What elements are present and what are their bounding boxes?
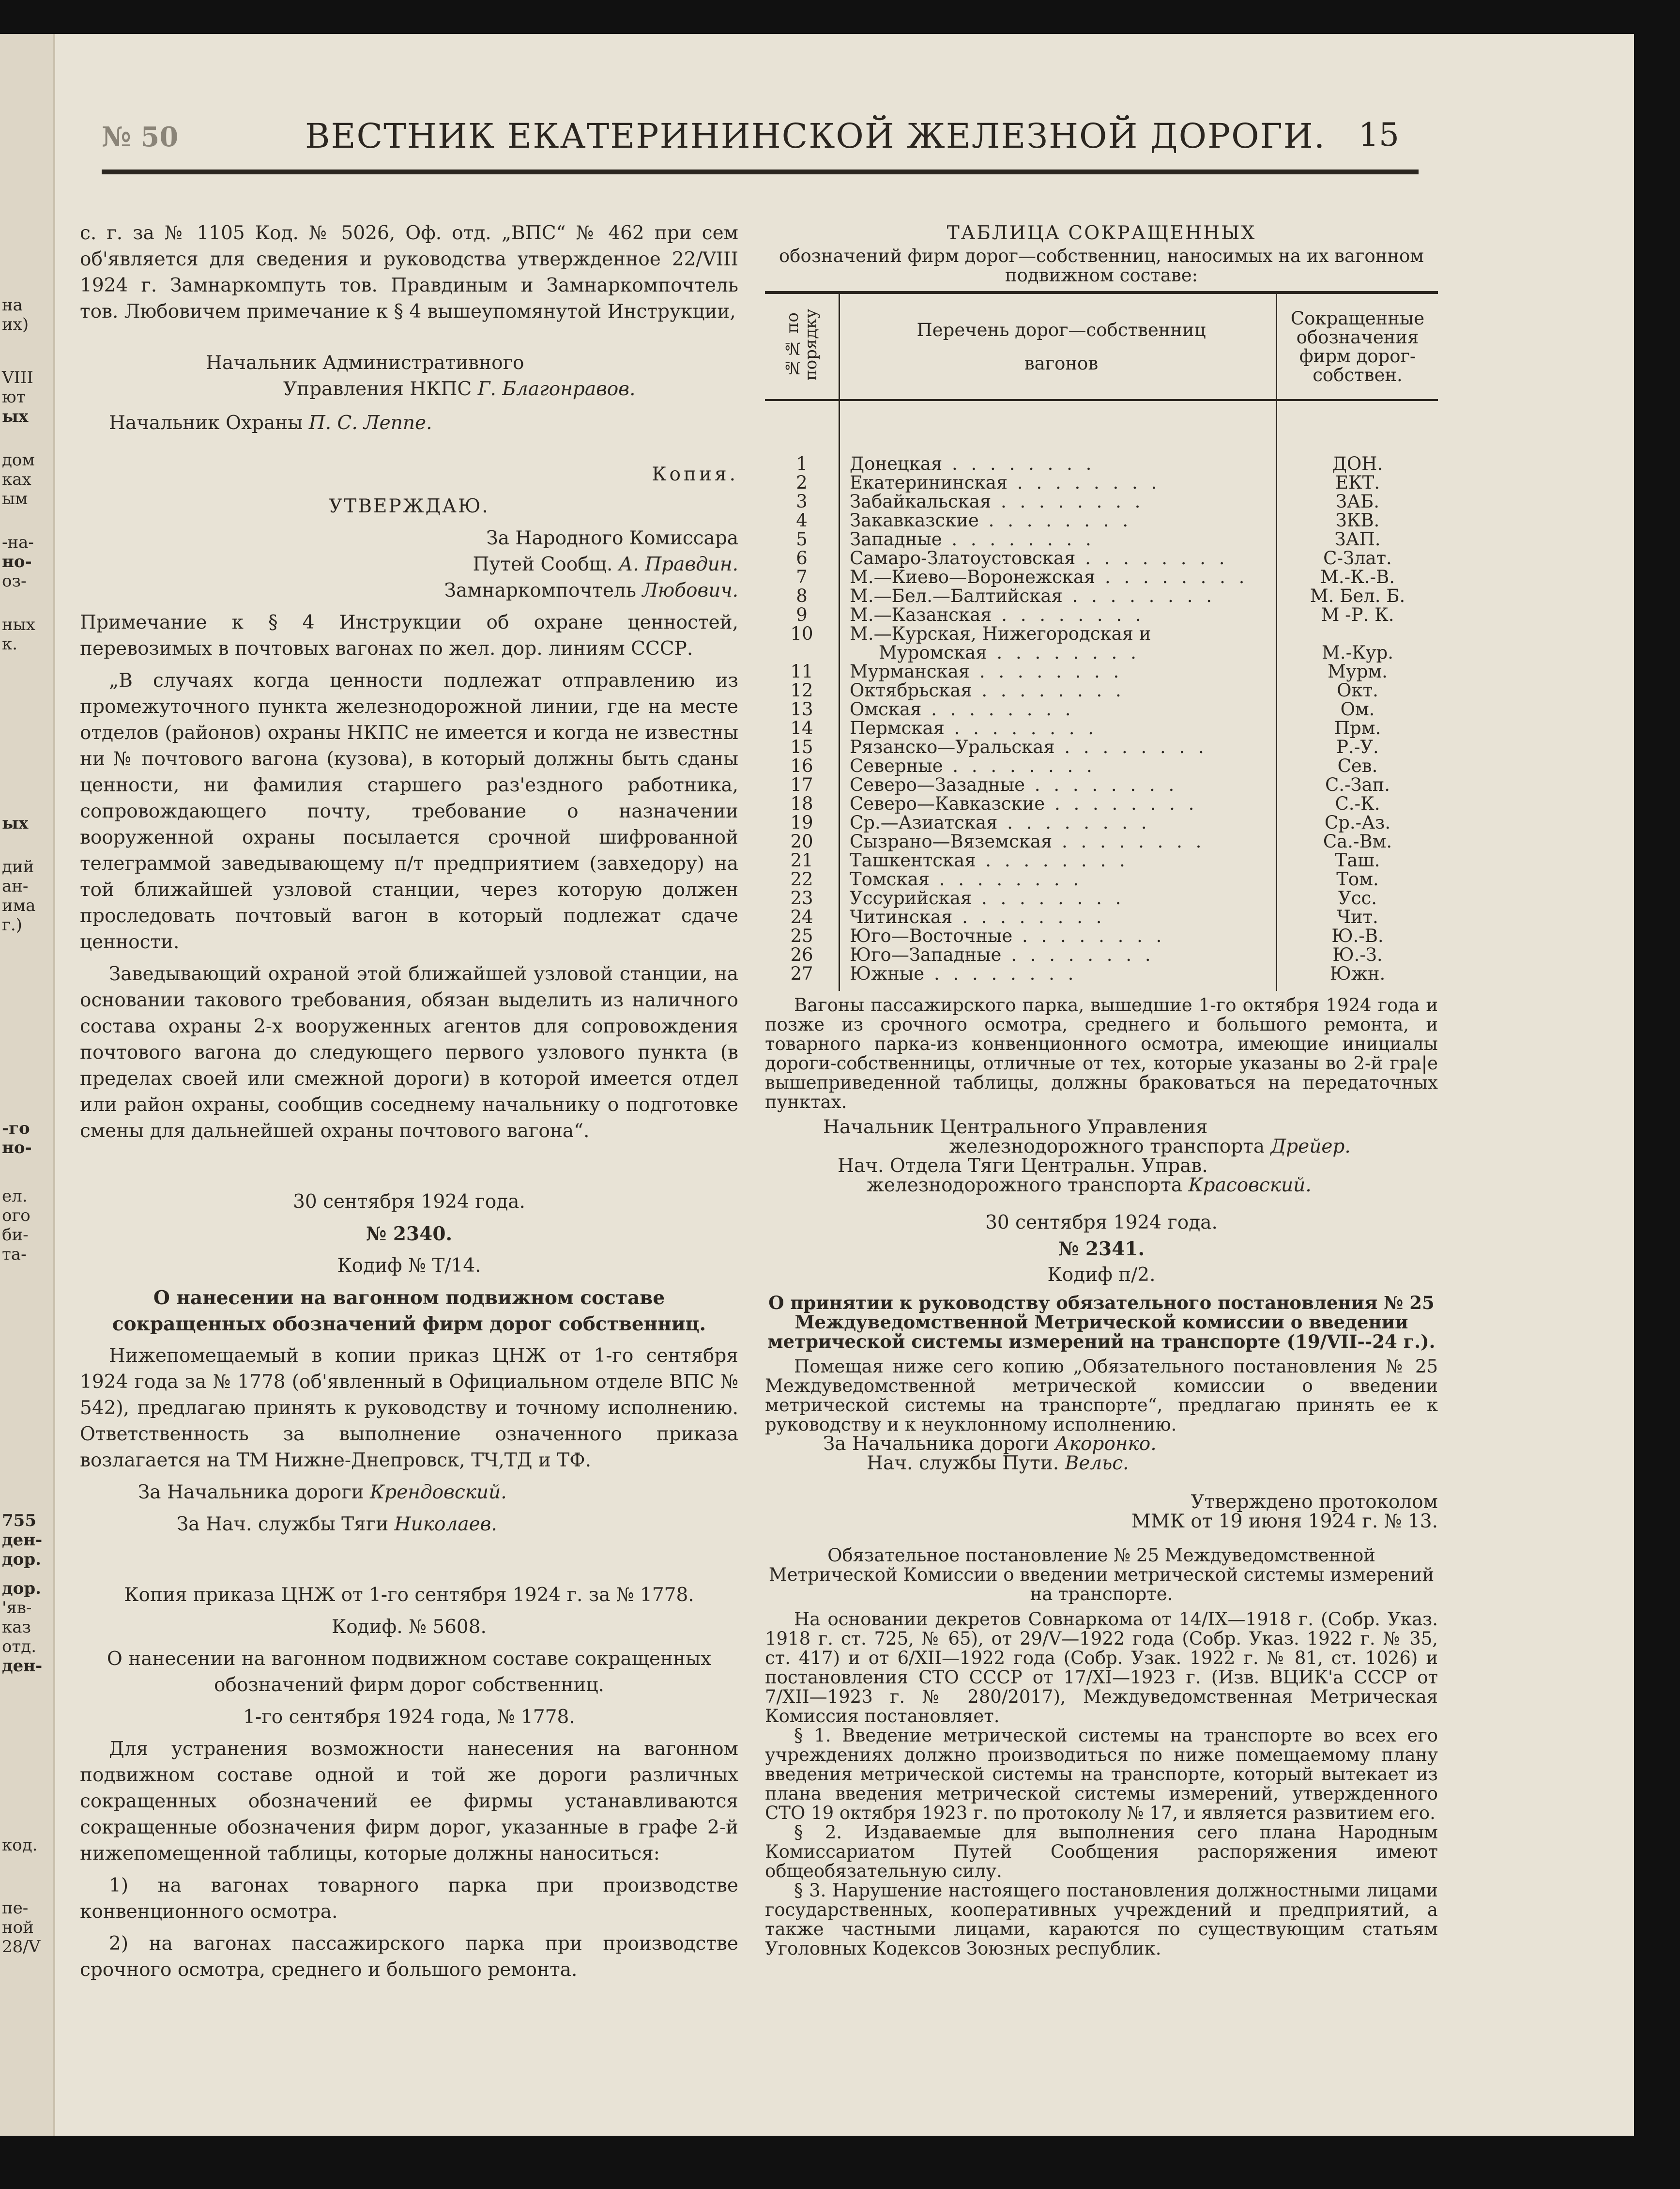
table-row bbox=[765, 945, 1438, 964]
signature-role: Нач. Отдела Тяги Центральн. Управ. bbox=[838, 1155, 1208, 1177]
margin-fragment: -на- bbox=[2, 533, 34, 552]
margin-fragment: их) bbox=[2, 315, 29, 334]
row-number: 4 bbox=[765, 511, 840, 530]
dot-leader: . . . . . . . . bbox=[972, 888, 1125, 909]
margin-fragment: ого bbox=[2, 1206, 31, 1225]
dot-leader: . . . . . . . . bbox=[942, 529, 1095, 550]
order-date: 30 сентября 1924 года. bbox=[985, 1212, 1218, 1233]
row-number: 16 bbox=[765, 756, 840, 775]
road-name: М.—Киево—Воронежская . . . . . . . . bbox=[840, 568, 1277, 586]
road-name: Омская . . . . . . . . bbox=[840, 700, 1277, 719]
table-row bbox=[765, 813, 1438, 832]
row-number: 11 bbox=[765, 662, 840, 681]
dot-leader: . . . . . . . . bbox=[978, 510, 1132, 531]
page-number: 15 bbox=[1359, 116, 1399, 154]
margin-fragment: г.) bbox=[2, 915, 22, 935]
signature-line: железнодорожного транспорта Дрейер. bbox=[949, 1136, 1351, 1157]
table-row bbox=[765, 624, 1438, 643]
codification: Кодиф № Т/14. bbox=[337, 1255, 481, 1277]
copy-label: Копия. bbox=[652, 463, 738, 485]
row-number: 13 bbox=[765, 700, 840, 719]
road-abbreviation: С-Злат. bbox=[1323, 548, 1392, 569]
dot-leader: . . . . . . . . bbox=[1054, 737, 1208, 757]
dot-leader: . . . . . . . . bbox=[1012, 925, 1166, 946]
road-name: Мурманская . . . . . . . . bbox=[840, 662, 1277, 681]
row-number: 12 bbox=[765, 681, 840, 700]
body-paragraph: Для устранения возможности нанесения на вагонном подвижном составе одной и той же дороги различных сокращенных обозначений ее фирмы устанавливаются сокращенные обозначения фирм дорог, указанные в графе 2-й нижепомещенной таблицы, которые должны наноситься: bbox=[80, 1738, 738, 1865]
margin-fragment: ых bbox=[2, 814, 29, 833]
codification: Кодиф. № 5608. bbox=[332, 1616, 487, 1638]
margin-fragment: ым bbox=[2, 489, 28, 509]
dot-leader: . . . . . . . . bbox=[943, 755, 1096, 776]
newspaper-title: ВЕСТНИК ЕКАТЕРИНИНСКОЙ ЖЕЛЕЗНОЙ ДОРОГИ. bbox=[305, 116, 1326, 156]
previous-page-edge bbox=[0, 34, 55, 2136]
road-abbreviation: Том. bbox=[1336, 869, 1379, 890]
table-row bbox=[765, 662, 1438, 681]
row-number: 15 bbox=[765, 738, 840, 756]
copy-title: Копия приказа ЦНЖ от 1-го сентября 1924 г. за № 1778. bbox=[124, 1584, 694, 1606]
margin-fragment: VIII bbox=[2, 368, 33, 387]
signature-line: Управления НКПС Г. Благонравов. bbox=[283, 378, 636, 400]
list-item: 1) на вагонах товарного парка при производстве конвенционного осмотра. bbox=[80, 1875, 738, 1923]
order-number: № 2340. bbox=[366, 1223, 453, 1245]
newspaper-page bbox=[0, 34, 1634, 2136]
row-number: 3 bbox=[765, 492, 840, 511]
margin-fragment: ных bbox=[2, 615, 35, 634]
dot-leader: . . . . . . . . bbox=[976, 850, 1129, 871]
table-header-num: №№ по порядку bbox=[765, 293, 840, 400]
road-name: Рязанско—Уральская . . . . . . . . bbox=[840, 738, 1277, 756]
row-number: 19 bbox=[765, 813, 840, 832]
table-row bbox=[765, 643, 1438, 662]
road-name: Донецкая . . . . . . . . bbox=[840, 454, 1277, 473]
margin-fragment: би- bbox=[2, 1225, 29, 1245]
row-number: 27 bbox=[765, 964, 840, 983]
road-name: Екатерининская . . . . . . . . bbox=[840, 473, 1277, 492]
row-number: 5 bbox=[765, 530, 840, 549]
road-name: Уссурийская . . . . . . . . bbox=[840, 889, 1277, 908]
row-number bbox=[765, 643, 840, 662]
margin-fragment: каз bbox=[2, 1618, 31, 1637]
row-number: 7 bbox=[765, 568, 840, 586]
table-title: ТАБЛИЦА СОКРАЩЕННЫХ bbox=[947, 222, 1256, 244]
margin-fragment: но- bbox=[2, 1138, 32, 1157]
row-number: 9 bbox=[765, 605, 840, 624]
margin-fragment: ют bbox=[2, 387, 26, 407]
road-abbreviation: М. Бел. Б. bbox=[1310, 586, 1405, 606]
road-abbreviation: С.-К. bbox=[1335, 793, 1380, 814]
dot-leader: . . . . . . . . bbox=[1001, 944, 1155, 965]
margin-fragment: ной bbox=[2, 1918, 34, 1937]
issue-number: № 50 bbox=[102, 121, 179, 153]
road-abbreviation: ЗКВ. bbox=[1335, 510, 1380, 531]
approval-line: За Народного Комиссара bbox=[486, 527, 738, 549]
margin-fragment: 28/V bbox=[2, 1937, 41, 1957]
table-header-abbr: Сокращенные обозначения фирм дорог-собствен. bbox=[1277, 293, 1438, 400]
approval-line: Замнаркомпочтель Любович. bbox=[444, 580, 738, 601]
signature-name: П. С. Леппе. bbox=[308, 412, 432, 434]
dot-leader: . . . . . . . . bbox=[1052, 831, 1206, 852]
road-name: Пермская . . . . . . . . bbox=[840, 719, 1277, 738]
road-name: Ср.—Азиатская . . . . . . . . bbox=[840, 813, 1277, 832]
margin-fragment: ден- bbox=[2, 1656, 43, 1676]
road-name: Юго—Восточные . . . . . . . . bbox=[840, 926, 1277, 945]
table-row bbox=[765, 870, 1438, 889]
table-row bbox=[765, 908, 1438, 926]
table-row bbox=[765, 832, 1438, 851]
table-row bbox=[765, 794, 1438, 813]
order-number: № 2341. bbox=[1058, 1238, 1145, 1260]
dot-leader: . . . . . . . . bbox=[997, 812, 1151, 833]
road-abbreviation: Ю.-З. bbox=[1332, 944, 1383, 965]
road-abbreviation: Прм. bbox=[1334, 718, 1381, 739]
road-name: Северо—Кавказские . . . . . . . . bbox=[840, 794, 1277, 813]
codification: Кодиф п/2. bbox=[1047, 1264, 1156, 1286]
road-abbreviation: М.-К.-В. bbox=[1320, 567, 1395, 587]
right-column bbox=[765, 220, 1438, 1958]
margin-fragment: пе- bbox=[2, 1898, 29, 1918]
table-row bbox=[765, 568, 1438, 586]
dot-leader: . . . . . . . . bbox=[1075, 548, 1229, 569]
road-abbreviation: ЕКТ. bbox=[1335, 472, 1380, 493]
margin-fragment: дор. bbox=[2, 1579, 41, 1598]
table-row bbox=[765, 454, 1438, 473]
road-name: Читинская . . . . . . . . bbox=[840, 908, 1277, 926]
table-row bbox=[765, 586, 1438, 605]
body-paragraph: Заведывающий охраной этой ближайшей узловой станции, на основании такового требования, обязан выделить из наличного состава охраны 2-х вооруженных агентов для сопровождения почтового вагона до следующего первого узлового пункта (в пределах своей или смежной дороги) в которой имеется отдел или район охраны, сообщив соседнему начальнику о подготовке смены для дальнейшей охраны почтового вагона“. bbox=[80, 963, 738, 1142]
list-item: 2) на вагонах пассажирского парка при производстве срочного осмотра, среднего и большого ремонта. bbox=[80, 1933, 738, 1981]
road-name: Самаро-Златоустовская . . . . . . . . bbox=[840, 549, 1277, 568]
table-header-roads: Перечень дорог—собственниц вагонов bbox=[840, 293, 1277, 400]
signature-line: Нач. службы Пути. Вельс. bbox=[867, 1452, 1129, 1474]
approval-line: Путей Сообщ. А. Правдин. bbox=[473, 554, 738, 575]
row-number: 24 bbox=[765, 908, 840, 926]
dot-leader: . . . . . . . . bbox=[970, 661, 1123, 682]
row-number: 6 bbox=[765, 549, 840, 568]
order-date: 1-го сентября 1924 года, № 1778. bbox=[243, 1706, 575, 1728]
road-abbreviation: Окт. bbox=[1337, 680, 1378, 701]
dot-leader: . . . . . . . . bbox=[1025, 774, 1178, 795]
body-paragraph: Помещая ниже сего копию „Обязательного постановления № 25 Междуведомственной метрической комиссии о введении метрической системы на транспорте“, предлагаю принять ее к руководству и к неуклонному исполнению. bbox=[765, 1356, 1438, 1435]
body-paragraph: Нижепомещаемый в копии приказ ЦНЖ от 1-го сентября 1924 года за № 1778 (об'явленный в Официальном отделе ВПС № 542), предлагаю принять к руководству и точному исполнению. Ответственность за выполнение означенного приказа возлагается на ТМ Нижне-Днепровск, ТЧ,ТД и ТФ. bbox=[80, 1345, 738, 1471]
road-abbreviation: Таш. bbox=[1335, 850, 1380, 871]
margin-fragment: оз- bbox=[2, 571, 27, 591]
road-name: М.—Казанская . . . . . . . . bbox=[840, 605, 1277, 624]
road-abbreviations-table bbox=[765, 291, 1438, 991]
table-row bbox=[765, 756, 1438, 775]
row-number: 1 bbox=[765, 454, 840, 473]
margin-fragment: на bbox=[2, 295, 23, 315]
row-number: 23 bbox=[765, 889, 840, 908]
road-abbreviation: Са.-Вм. bbox=[1323, 831, 1392, 852]
road-name: М.—Бел.—Балтийская . . . . . . . . bbox=[840, 586, 1277, 605]
table-row bbox=[765, 549, 1438, 568]
road-name: М.—Курская, Нижегородская и bbox=[840, 624, 1277, 643]
order-heading: О принятии к руководству обязательного постановления № 25 Междуведомственной Метрической комиссии о введении метрической системы измерений на транспорте (19/VII--24 г.). bbox=[767, 1292, 1436, 1352]
table-row bbox=[765, 511, 1438, 530]
road-abbreviation: М -Р. К. bbox=[1321, 604, 1394, 625]
signature-role: Начальник Административного bbox=[206, 352, 524, 374]
road-abbreviation: Мурм. bbox=[1328, 661, 1388, 682]
road-name: Забайкальская . . . . . . . . bbox=[840, 492, 1277, 511]
row-number: 20 bbox=[765, 832, 840, 851]
table-row bbox=[765, 530, 1438, 549]
table-row bbox=[765, 738, 1438, 756]
margin-fragment: та- bbox=[2, 1245, 27, 1264]
road-name: Ташкентская . . . . . . . . bbox=[840, 851, 1277, 870]
margin-fragment: отд. bbox=[2, 1637, 37, 1656]
dot-leader: . . . . . . . . bbox=[972, 680, 1125, 701]
signature-line: За Начальника дороги Акоронко. bbox=[823, 1433, 1157, 1455]
body-paragraph: На основании декретов Совнаркома от 14/IX—1918 г. (Собр. Указ. 1918 г. ст. 725, № 65), от 29/V—1922 года (Собр. Указ. 1922 г. № 35, ст. 417) и от 6/XII—1922 года (Собр. Узак. 1922 г. № 81, ст. 1026) и постановления СТО СССР от 17/XI—1923 г. (Изв. ВЦИК'а СССР от 7/XII—1923 г. № 280/2017), Междуведомственная Метрическая Комиссия постановляет. bbox=[765, 1609, 1438, 1727]
table-row bbox=[765, 473, 1438, 492]
table-row bbox=[765, 889, 1438, 908]
road-name: Томская . . . . . . . . bbox=[840, 870, 1277, 889]
table-row bbox=[765, 851, 1438, 870]
approval-note: Утверждено протоколом bbox=[1191, 1491, 1438, 1513]
dot-leader: . . . . . . . . bbox=[1062, 586, 1216, 606]
note-paragraph: Примечание к § 4 Инструкции об охране ценностей, перевозимых в почтовых вагонах по жел. дор. линиям СССР. bbox=[80, 612, 738, 660]
road-name: Закавказские . . . . . . . . bbox=[840, 511, 1277, 530]
margin-fragment: 755 bbox=[2, 1511, 36, 1530]
dot-leader: . . . . . . . . bbox=[1045, 793, 1198, 814]
signature-line: Начальник Охраны П. С. Леппе. bbox=[109, 412, 432, 434]
dot-leader: . . . . . . . . bbox=[1095, 567, 1249, 587]
body-paragraph: § 2. Издаваемые для выполнения сего плана Народным Комиссариатом Путей Сообщения распоряжения имеют общеобязательную силу. bbox=[765, 1822, 1438, 1881]
margin-fragment: 'яв- bbox=[2, 1598, 32, 1618]
row-number: 18 bbox=[765, 794, 840, 813]
table-row bbox=[765, 775, 1438, 794]
margin-fragment: к. bbox=[2, 634, 18, 654]
margin-fragment: код. bbox=[2, 1835, 38, 1855]
table-row bbox=[765, 719, 1438, 738]
road-name: Западные . . . . . . . . bbox=[840, 530, 1277, 549]
order-date: 30 сентября 1924 года. bbox=[293, 1191, 525, 1213]
row-number: 22 bbox=[765, 870, 840, 889]
dot-leader: . . . . . . . . bbox=[929, 869, 1083, 890]
decree-title: Обязательное постановление № 25 Междуведомственной Метрической Комиссии о введении метрической системы измерений на транспорте. bbox=[768, 1545, 1435, 1604]
table-row bbox=[765, 681, 1438, 700]
margin-fragment: ан- bbox=[2, 877, 29, 896]
signature-line: За Нач. службы Тяги Николаев. bbox=[177, 1513, 497, 1535]
signature-line: За Начальника дороги Крендовский. bbox=[138, 1481, 507, 1503]
road-abbreviation: М.-Кур. bbox=[1322, 642, 1393, 663]
margin-fragment: ых bbox=[2, 407, 29, 426]
road-abbreviation: С.-Зап. bbox=[1325, 774, 1390, 795]
road-abbreviation: Сев. bbox=[1337, 755, 1378, 776]
dot-leader: . . . . . . . . bbox=[1008, 472, 1161, 493]
road-name: Северо—Зазадные . . . . . . . . bbox=[840, 775, 1277, 794]
road-name: Южные . . . . . . . . bbox=[840, 964, 1277, 983]
road-abbreviation bbox=[1277, 624, 1438, 643]
approval-note: ММК от 19 июня 1924 г. № 13. bbox=[1131, 1511, 1438, 1532]
row-number: 10 bbox=[765, 624, 840, 643]
road-abbreviation: ДОН. bbox=[1332, 453, 1383, 474]
road-name: Октябрьская . . . . . . . . bbox=[840, 681, 1277, 700]
dot-leader: . . . . . . . . bbox=[921, 699, 1075, 720]
road-abbreviation: Усс. bbox=[1338, 888, 1377, 909]
margin-fragment: ках bbox=[2, 470, 31, 489]
body-paragraph: Вагоны пассажирского парка, вышедшие 1-го октября 1924 года и позже из срочного осмотра, среднего и большого ремонта, и товарного парка-из конвенционного осмотра, имеющие инициалы дороги-собственницы, отличные от тех, которые указаны во 2-й гра|е вышеприведенной таблицы, должны браковаться на передаточных пунктах. bbox=[765, 995, 1438, 1112]
signature-name: Г. Благонравов. bbox=[477, 378, 636, 400]
table-row bbox=[765, 926, 1438, 945]
row-number: 8 bbox=[765, 586, 840, 605]
row-number: 26 bbox=[765, 945, 840, 964]
road-abbreviation: Р.-У. bbox=[1336, 737, 1379, 757]
margin-fragment: дий bbox=[2, 857, 34, 877]
table-row bbox=[765, 492, 1438, 511]
signature-role: Начальник Центрального Управления bbox=[823, 1116, 1208, 1138]
dot-leader: . . . . . . . . bbox=[944, 718, 1098, 739]
table-row bbox=[765, 605, 1438, 624]
road-abbreviation: Ю.-В. bbox=[1331, 925, 1384, 946]
order-heading: О нанесении на вагонном подвижном составе сокращенных обозначений фирм дорог собственниц. bbox=[107, 1648, 712, 1696]
road-abbreviation: Южн. bbox=[1329, 963, 1386, 984]
margin-fragment: дор. bbox=[2, 1550, 41, 1569]
road-abbreviation: Чит. bbox=[1337, 907, 1378, 927]
row-number: 2 bbox=[765, 473, 840, 492]
page-header bbox=[102, 116, 1419, 174]
table-row bbox=[765, 700, 1438, 719]
road-name: Юго—Западные . . . . . . . . bbox=[840, 945, 1277, 964]
dot-leader: . . . . . . . . bbox=[924, 963, 1078, 984]
margin-fragment: но- bbox=[2, 552, 32, 571]
dot-leader: . . . . . . . . bbox=[952, 907, 1106, 927]
road-name: Северные . . . . . . . . bbox=[840, 756, 1277, 775]
road-abbreviation: ЗАБ. bbox=[1335, 491, 1380, 512]
approval-heading: УТВЕРЖДАЮ. bbox=[329, 495, 489, 517]
road-name: Сызрано—Вяземская . . . . . . . . bbox=[840, 832, 1277, 851]
body-paragraph: „В случаях когда ценности подлежат отправлению из промежуточного пункта железнодорожной линии, где на месте отделов (районов) охраны НКПС не имеется и когда не известны ни № почтового вагона (кузова), в который должны быть сданы ценности, ни фамилия старшего раз'ездного работника, сопровождающего почту, требование о назначении вооруженной охраны посылается срочной шифрованной телеграммой заведывающему п/т предприятием (завхедору) на той ближайшей узловой станции, через которую должен проследовать почтовый вагон в который подлежат сдаче ценности. bbox=[80, 670, 738, 953]
row-number: 17 bbox=[765, 775, 840, 794]
margin-fragment: има bbox=[2, 896, 36, 915]
road-abbreviation: Ср.-Аз. bbox=[1324, 812, 1391, 833]
margin-fragment: ден- bbox=[2, 1530, 43, 1550]
dot-leader: . . . . . . . . bbox=[942, 453, 1096, 474]
body-paragraph: § 3. Нарушение настоящего постановления должностными лицами государственных, кооперативных учреждений и предприятий, а также частными лицами, караются по существующим статьям Уголовных Кодексов Зоюзных республик. bbox=[765, 1880, 1438, 1959]
table-subtitle: обозначений фирм дорог—собственниц, наносимых на их вагонном подвижном составе: bbox=[779, 246, 1424, 286]
row-number: 21 bbox=[765, 851, 840, 870]
row-number: 14 bbox=[765, 719, 840, 738]
intro-paragraph: с. г. за № 1105 Код. № 5026, Оф. отд. „ВПС“ № 462 при сем об'является для сведения и руководства утвержденное 22/VIII 1924 г. Замнаркомпуть тов. Правдиным и Замнаркомпочтель тов. Любовичем примечание к § 4 вышеупомянутой Инструкции, bbox=[80, 222, 738, 323]
road-name: Муромская . . . . . . . . bbox=[840, 643, 1277, 662]
dot-leader: . . . . . . . . bbox=[992, 604, 1145, 625]
dot-leader: . . . . . . . . bbox=[987, 642, 1140, 663]
table-row bbox=[765, 964, 1438, 983]
dot-leader: . . . . . . . . bbox=[991, 491, 1145, 512]
row-number: 25 bbox=[765, 926, 840, 945]
body-paragraph: § 1. Введение метрической системы на транспорте во всех его учреждениях должно производиться по ниже помещаемому плану введения метрической системы на транспорте, который вытекает из плана введения метрической системы измерений, утвержденного СТО 19 октября 1923 г. по протоколу № 17, и является развитием его. bbox=[765, 1725, 1438, 1823]
road-abbreviation: ЗАП. bbox=[1334, 529, 1381, 550]
signature-line: железнодорожного транспорта Красовский. bbox=[867, 1174, 1312, 1196]
left-column bbox=[80, 220, 738, 1989]
order-heading: О нанесении на вагонном подвижном составе сокращенных обозначений фирм дорог собственниц. bbox=[112, 1287, 706, 1335]
margin-fragment: ел. bbox=[2, 1187, 28, 1206]
road-abbreviation: Ом. bbox=[1340, 699, 1375, 720]
margin-fragment: -го bbox=[2, 1119, 30, 1138]
margin-fragment: дом bbox=[2, 450, 35, 470]
